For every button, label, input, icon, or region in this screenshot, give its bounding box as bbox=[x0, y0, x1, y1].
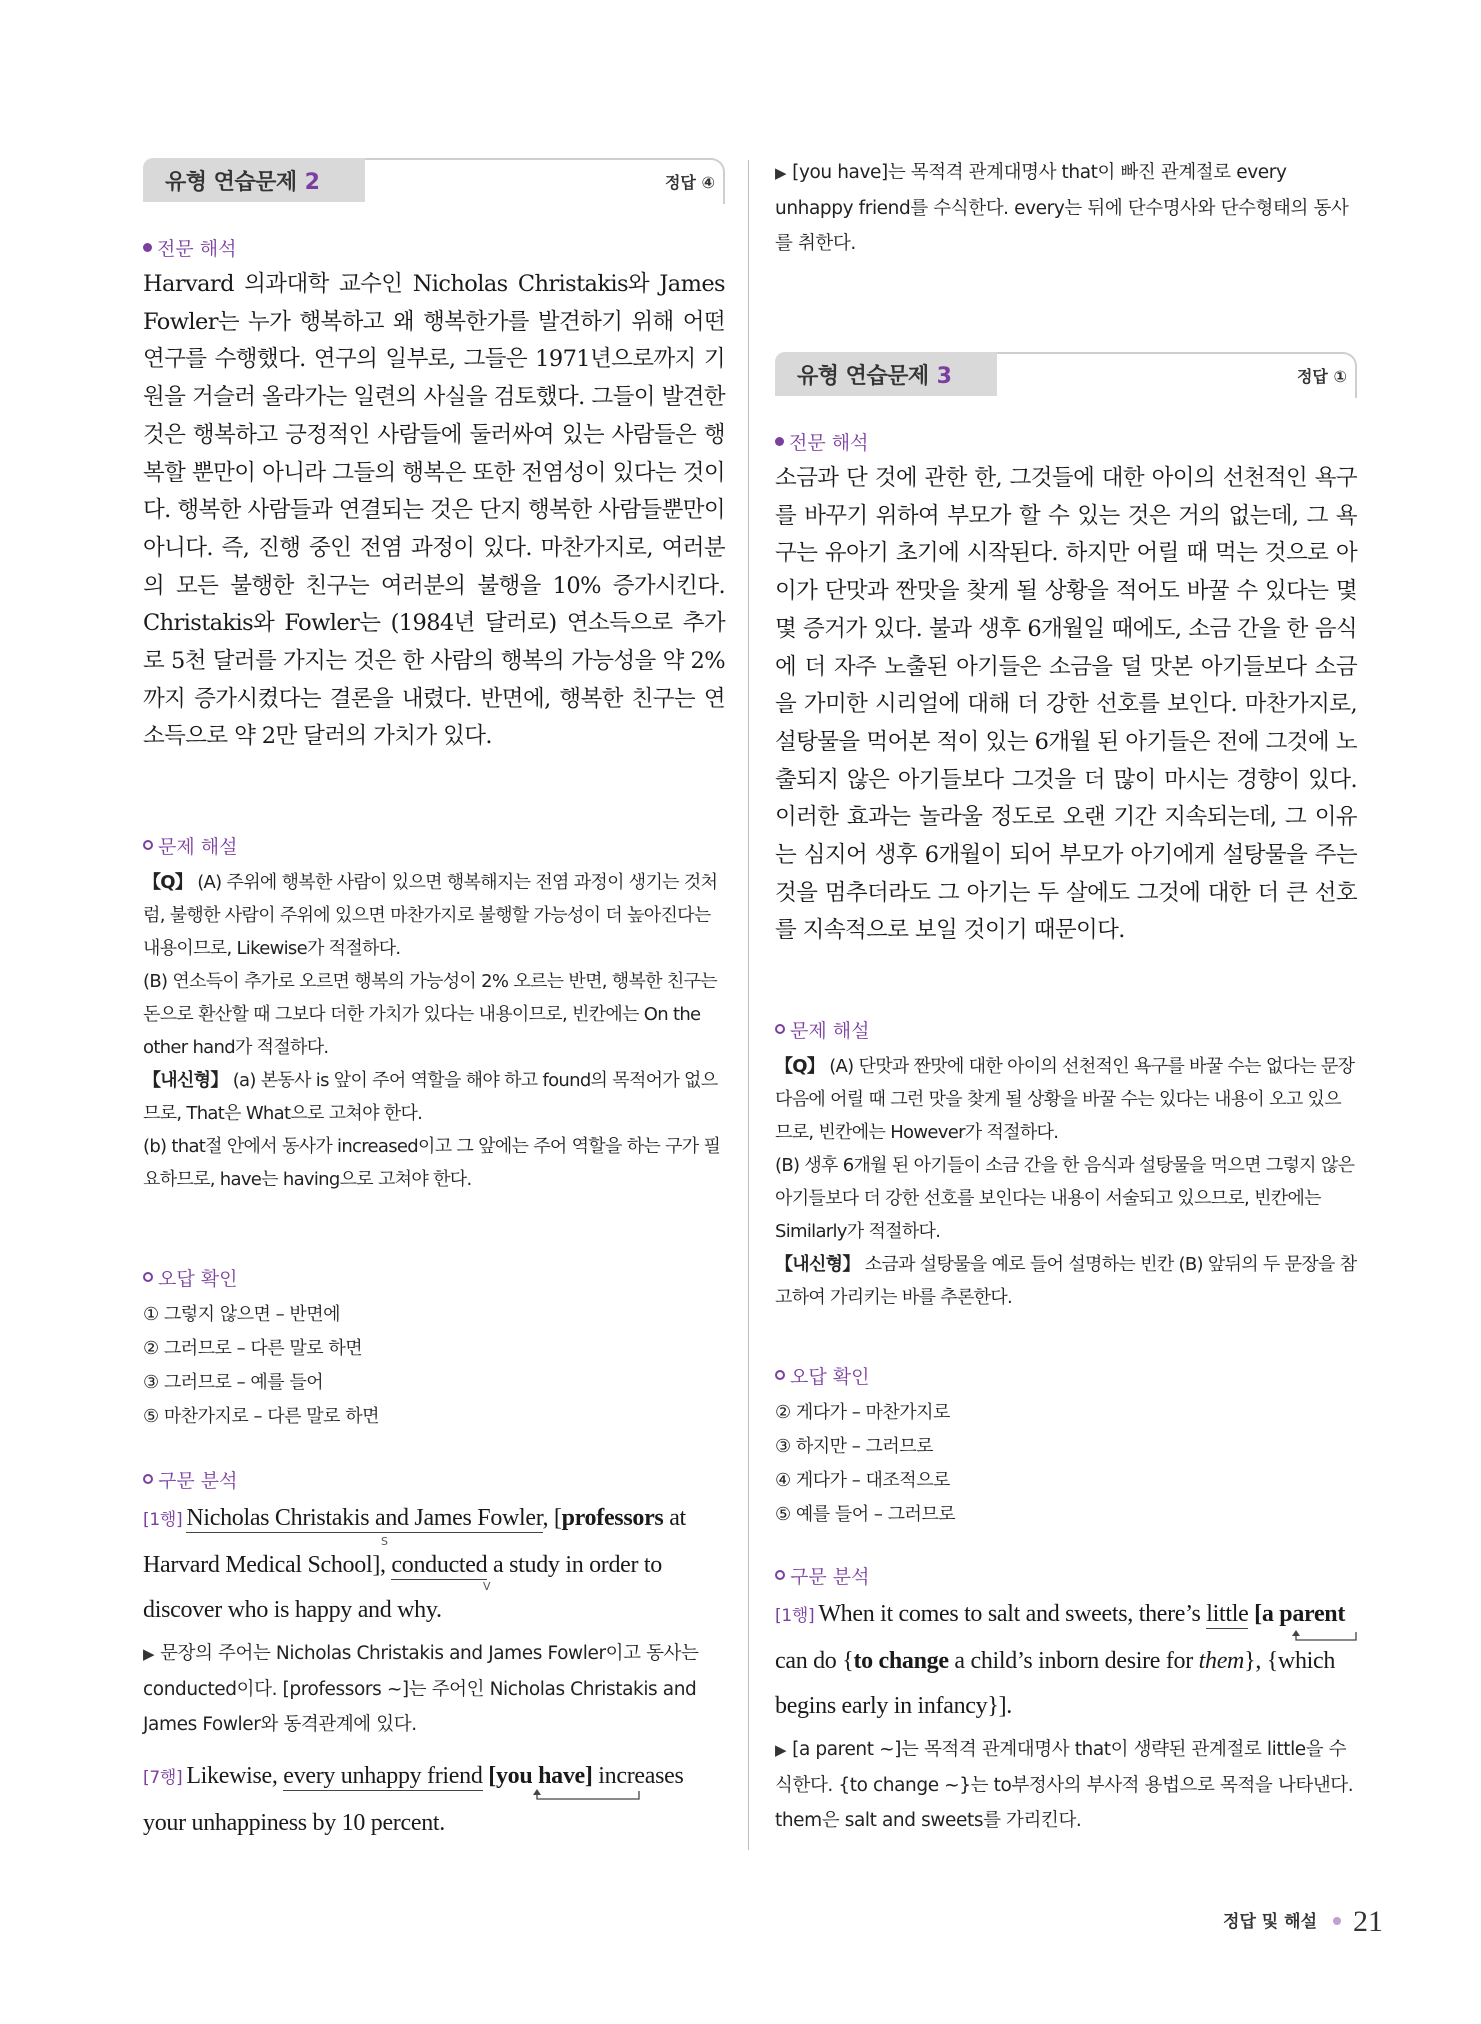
wrong-answer-list bbox=[143, 1298, 379, 1434]
list-item: ② 게다가 – 마찬가지로 bbox=[775, 1402, 950, 1423]
full-translation-heading bbox=[143, 234, 236, 261]
hollow-bullet-icon bbox=[775, 1024, 785, 1034]
heading-text: 오답 확인 bbox=[158, 1268, 238, 1290]
section-title bbox=[165, 165, 319, 196]
syntax-sentence-1 bbox=[143, 1496, 725, 1633]
sentence-text: }, {which begins early in infancy}]. bbox=[775, 1648, 1336, 1719]
hollow-bullet-icon bbox=[143, 840, 153, 850]
n-answer-b: (b) that절 안에서 동사가 increased이고 그 앞에는 주어 역할을 하는 구가 필요하므로, have는 having으로 고쳐야 한다. bbox=[143, 1136, 721, 1190]
list-item: ③ 하지만 – 그러므로 bbox=[775, 1436, 934, 1457]
syntax-note-1 bbox=[775, 1732, 1357, 1838]
infinitive-phrase: to change bbox=[853, 1648, 949, 1674]
n-tag: 【내신형】 bbox=[775, 1254, 860, 1275]
syntax-note-1 bbox=[143, 1636, 725, 1742]
problem-q-paragraph bbox=[775, 1050, 1357, 1149]
q-answer-a: (A) 주위에 행복한 사람이 있으면 행복해지는 전염 과정이 생기는 것처럼, 불행한 사람이 주위에 있으면 마찬가지로 불행할 가능성이 더 높아진다는 내용이므로, Likewise가 적절하다. bbox=[143, 872, 718, 959]
bold-word: professors bbox=[561, 1505, 664, 1531]
syntax-heading bbox=[143, 1466, 237, 1493]
sentence-text: When it comes to salt and sweets, there’s bbox=[818, 1601, 1207, 1627]
list-item: ② 그러므로 – 다른 말로 하면 bbox=[143, 1338, 363, 1359]
answer-label: 정답 ① bbox=[1296, 367, 1347, 386]
sentence-text: , [ bbox=[542, 1505, 562, 1531]
heading-text: 전문 해석 bbox=[789, 432, 869, 454]
wrong-answer-heading bbox=[143, 1264, 237, 1291]
antecedent-word: little bbox=[1206, 1601, 1249, 1627]
carry-over-note bbox=[775, 155, 1357, 261]
wrong-answer-heading bbox=[775, 1362, 869, 1389]
problem-heading bbox=[775, 1016, 869, 1043]
sentence-text: at Harvard Medical School], bbox=[143, 1505, 686, 1578]
sentence-text: can do { bbox=[775, 1648, 854, 1674]
heading-text: 오답 확인 bbox=[790, 1366, 870, 1388]
sentence-text: a child’s inborn desire for bbox=[948, 1648, 1199, 1674]
n-tag: 【내신형】 bbox=[143, 1070, 228, 1091]
list-item: ③ 그러므로 – 예를 들어 bbox=[143, 1372, 324, 1393]
wrong-answer-list bbox=[775, 1396, 955, 1532]
sentence-text: a study in order to discover who is happy and why. bbox=[143, 1552, 662, 1623]
syntax-heading bbox=[775, 1562, 869, 1589]
problem-explanation bbox=[775, 1050, 1357, 1314]
sentence-text: increases your unhappiness by 10 percent. bbox=[143, 1763, 684, 1836]
full-translation-heading bbox=[775, 428, 868, 455]
q-answer-b: (B) 연소득이 추가로 오르면 행복의 가능성이 2% 오르는 반면, 행복한 친구는 돈으로 환산할 때 그보다 더한 가치가 있다는 내용이므로, 빈칸에는 On the other hand가 적절하다. bbox=[143, 971, 717, 1058]
heading-text: 문제 해설 bbox=[790, 1020, 870, 1042]
hollow-bullet-icon bbox=[143, 1272, 153, 1282]
column-divider bbox=[748, 160, 749, 1850]
hollow-bullet-icon bbox=[143, 1474, 153, 1484]
modifier-arrow-icon bbox=[1290, 1630, 1360, 1644]
relative-clause-start: [a parent bbox=[1248, 1601, 1346, 1627]
modifier-arrow-icon bbox=[531, 1789, 643, 1803]
subject-mark: S bbox=[381, 1535, 388, 1548]
full-translation-text: 소금과 단 것에 관한 한, 그것들에 대한 아이의 선천적인 욕구를 바꾸기 위하여 부모가 할 수 있는 것은 거의 없는데, 그 욕구는 유아기 초기에 시작된다. 하지만 어릴 때 먹는 것으로 아이가 단맛과 짠맛을 찾게 될 상황을 적어도 바꿀 수 있다는 몇몇 증거가 있다. 불과 생후 6개월일 때에도, 소금 간을 한 음식에 더 자주 노출된 아기들은 소금을 덜 맛본 아기들보다 소금을 가미한 시리얼에 대해 더 강한 선호를 보인다. 마찬가지로, 설탕물을 먹어본 적이 있는 6개월 된 아기들은 전에 그것에 노출되지 않은 아기들보다 그것을 더 많이 마시는 경향이 있다. 이러한 효과는 놀라울 정도로 오랜 기간 지속되는데, 그 이유는 심지어 생후 6개월이 되어 부모가 아기에게 설탕물을 주는 것을 멈추더라도 그 아기는 두 살에도 그것에 대한 더 큰 선호를 지속적으로 보일 것이기 때문이다. bbox=[775, 465, 1357, 944]
hollow-bullet-icon bbox=[775, 1570, 785, 1580]
problem-explanation bbox=[143, 866, 725, 1196]
list-item: ⑤ 마찬가지로 – 다른 말로 하면 bbox=[143, 1406, 380, 1427]
n-answer-a: 소금과 설탕물을 예로 들어 설명하는 빈칸 (B) 앞뒤의 두 문장을 참고하여 가리키는 바를 추론한다. bbox=[775, 1254, 1357, 1308]
list-item: ④ 게다가 – 대조적으로 bbox=[775, 1470, 950, 1491]
note-text: 문장의 주어는 Nicholas Christakis and James Fowler이고 동사는 conducted이다. [professors ~]는 주어인 Nicholas Christakis and James Fowler와 동격관계에 있다. bbox=[143, 1643, 699, 1735]
section-number: 3 bbox=[936, 364, 952, 389]
note-text: [a parent ~]는 목적격 관계대명사 that이 생략된 관계절로 little을 수식한다. {to change ~}는 to부정사의 부사적 용법으로 목적을 나타낸다. them은 salt and sweets를 가리킨다. bbox=[775, 1739, 1354, 1831]
section-number: 2 bbox=[304, 170, 320, 195]
line-number: [1행] bbox=[143, 1510, 183, 1530]
n-answer-a: (a) 본동사 is 앞이 주어 역할을 해야 하고 found의 목적어가 없으므로, That은 What으로 고쳐야 한다. bbox=[143, 1070, 718, 1124]
line-number: [7행] bbox=[143, 1768, 183, 1788]
line-number: [1행] bbox=[775, 1606, 815, 1626]
heading-text: 구문 분석 bbox=[158, 1470, 238, 1492]
relative-clause: [you have] bbox=[482, 1763, 593, 1789]
section-title-text: 유형 연습문제 bbox=[165, 170, 297, 195]
triangle-bullet-icon: ▶ bbox=[775, 1741, 787, 1759]
filled-bullet-icon bbox=[775, 437, 784, 446]
heading-text: 구문 분석 bbox=[790, 1566, 870, 1588]
q-answer-b: (B) 생후 6개월 된 아기들이 소금 간을 한 음식과 설탕물을 먹으면 그렇지 않은 아기들보다 더 강한 선호를 보인다는 내용이 서술되고 있으므로, 빈칸에는 Similarly가 적절하다. bbox=[775, 1155, 1355, 1242]
section-title bbox=[797, 359, 951, 390]
full-translation-text: Harvard 의과대학 교수인 Nicholas Christakis와 James Fowler는 누가 행복하고 왜 행복한가를 발견하기 위해 어떤 연구를 수행했다. 연구의 일부로, 그들은 1971년으로까지 기원을 거슬러 올라가는 일련의 사실을 검토했다. 그들이 발견한 것은 행복하고 긍정적인 사람들에 둘러싸여 있는 사람들은 행복할 뿐만이 아니라 그들의 행복은 또한 전염성이 있다는 것이다. 행복한 사람들과 연결되는 것은 단지 행복한 사람들뿐만이 아니다. 즉, 진행 중인 전염 과정이 있다. 마찬가지로, 여러분의 모든 불행한 친구는 여러분의 불행을 10% 증가시킨다. Christakis와 Fowler는 (1984년 달러로) 연소득으로 추가로 5천 달러를 가지는 것은 한 사람의 행복의 가능성을 약 2%까지 증가시켰다는 결론을 내렸다. 반면에, 행복한 친구는 연소득으로 약 2만 달러의 가치가 있다. bbox=[143, 271, 725, 750]
triangle-bullet-icon: ▶ bbox=[143, 1645, 155, 1663]
syntax-sentence-1 bbox=[775, 1592, 1357, 1729]
q-tag: 【Q】 bbox=[775, 1056, 825, 1077]
problem-heading bbox=[143, 832, 237, 859]
q-tag: 【Q】 bbox=[143, 872, 193, 893]
sentence-text: Likewise, bbox=[186, 1763, 284, 1789]
page-number: 21 bbox=[1353, 1905, 1383, 1938]
filled-bullet-icon bbox=[143, 243, 152, 252]
problem-n-paragraph bbox=[775, 1248, 1357, 1314]
heading-text: 전문 해석 bbox=[157, 238, 237, 260]
note-text: [you have]는 목적격 관계대명사 that이 빠진 관계절로 every unhappy friend를 수식한다. every는 뒤에 단수명사와 단수형태의 동사를 취한다. bbox=[775, 162, 1349, 254]
answer-label: 정답 ④ bbox=[664, 173, 715, 192]
heading-text: 문제 해설 bbox=[158, 836, 238, 858]
section-header bbox=[775, 352, 1357, 396]
list-item: ① 그렇지 않으면 – 반면에 bbox=[143, 1304, 341, 1325]
pronoun-them: them bbox=[1198, 1648, 1245, 1674]
q-answer-a: (A) 단맛과 짠맛에 대한 아이의 선천적인 욕구를 바꿀 수는 없다는 문장 다음에 어릴 때 그런 맛을 찾게 될 상황을 바꿀 수는 있다는 내용이 오고 있으므로, 빈칸에는 However가 적절하다. bbox=[775, 1056, 1355, 1143]
triangle-bullet-icon: ▶ bbox=[775, 164, 787, 182]
hollow-bullet-icon bbox=[775, 1370, 785, 1380]
verb-phrase: conducted bbox=[391, 1552, 488, 1578]
problem-n-paragraph bbox=[143, 1064, 725, 1130]
antecedent-phrase: every unhappy friend bbox=[283, 1763, 483, 1789]
page-footer bbox=[1223, 1905, 1383, 1939]
footer-label: 정답 및 해설 bbox=[1223, 1912, 1317, 1932]
section-header bbox=[143, 158, 725, 202]
problem-q-paragraph bbox=[143, 866, 725, 965]
verb-mark: V bbox=[483, 1580, 491, 1593]
section-title-text: 유형 연습문제 bbox=[797, 364, 929, 389]
list-item: ⑤ 예를 들어 – 그러므로 bbox=[775, 1504, 956, 1525]
subject-phrase: Nicholas Christakis and James Fowler bbox=[186, 1505, 543, 1531]
dot-icon bbox=[1333, 1917, 1341, 1925]
